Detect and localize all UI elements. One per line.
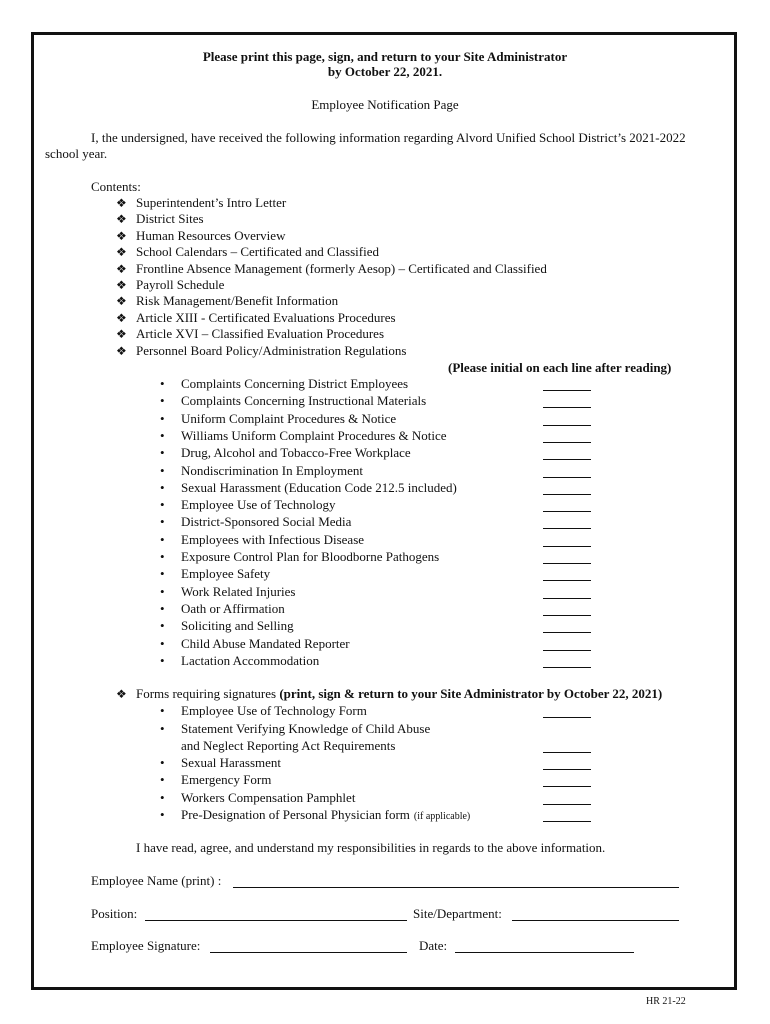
form-item-label: and Neglect Reporting Act Requirements [181,738,396,753]
employee-name-label: Employee Name (print) : [91,873,222,888]
bullet-icon: • [160,636,165,651]
contents-item: Personnel Board Policy/Administration Regulations [136,343,407,358]
form-item-label: Workers Compensation Pamphlet [181,790,356,805]
initial-field[interactable] [543,482,591,495]
initial-field[interactable] [543,378,591,391]
initial-field[interactable] [543,551,591,564]
date-label: Date: [419,938,448,953]
initial-field[interactable] [543,499,591,512]
policy-item: Complaints Concerning District Employees [181,376,409,391]
policy-item: Nondiscrimination In Employment [181,463,363,478]
bullet-icon: • [160,807,165,822]
diamond-bullet-icon: ❖ [116,687,127,701]
initial-note: (Please initial on each line after reading) [448,360,672,375]
diamond-bullet-icon: ❖ [116,245,127,259]
bullet-icon: • [160,393,165,408]
policy-item: Employee Safety [181,566,271,581]
acknowledgement-text: I have read, agree, and understand my responsibilities in regards to the above information. [136,840,606,855]
contents-item: School Calendars – Certificated and Classified [136,244,379,259]
policy-item: Sexual Harassment (Education Code 212.5 included) [181,480,457,495]
bullet-icon: • [160,445,165,460]
bullet-icon: • [160,480,165,495]
initial-field[interactable] [543,395,591,408]
form-item [181,790,355,805]
form-item-label: Emergency Form [181,772,272,787]
diamond-bullet-icon: ❖ [116,311,127,325]
intro-line-2: school year. [45,146,108,161]
bullet-icon: • [160,376,165,391]
position-label: Position: [91,906,138,921]
contents-item: Risk Management/Benefit Information [136,293,339,308]
bullet-icon: • [160,703,165,718]
policy-item: District-Sponsored Social Media [181,514,352,529]
contents-label: Contents: [91,179,141,194]
contents-item: Article XVI – Classified Evaluation Procedures [136,326,385,341]
applicable-note: (if applicable) [413,811,471,822]
policy-item: Soliciting and Selling [181,618,294,633]
contents-item: Payroll Schedule [136,277,225,292]
bullet-icon: • [160,601,165,616]
initial-field[interactable] [543,430,591,443]
initial-field[interactable] [543,809,591,822]
employee-signature-field[interactable] [210,938,407,953]
bullet-icon: • [160,428,165,443]
date-field[interactable] [455,938,634,953]
header-instruction: Please print this page, sign, and return to your Site Administrator [202,49,568,64]
diamond-bullet-icon: ❖ [116,278,127,292]
initial-field[interactable] [543,792,591,805]
initial-field[interactable] [543,655,591,668]
contents-item: Human Resources Overview [136,228,286,243]
diamond-bullet-icon: ❖ [116,344,127,358]
policy-item: Child Abuse Mandated Reporter [181,636,350,651]
form-item-label: Sexual Harassment [181,755,282,770]
diamond-bullet-icon: ❖ [116,327,127,341]
site-department-label: Site/Department: [413,906,502,921]
bullet-icon: • [160,411,165,426]
bullet-icon: • [160,653,165,668]
form-item-label: Pre-Designation of Personal Physician form [181,807,410,822]
initial-field[interactable] [543,447,591,460]
bullet-icon: • [160,497,165,512]
bullet-icon: • [160,566,165,581]
initial-field[interactable] [543,465,591,478]
initial-field[interactable] [543,603,591,616]
forms-heading [136,686,662,701]
form-item [181,807,470,824]
site-department-field[interactable] [512,906,679,921]
form-item [181,703,367,718]
bullet-icon: • [160,790,165,805]
bullet-icon: • [160,549,165,564]
page-title: Employee Notification Page [311,97,459,112]
bullet-icon: • [160,755,165,770]
bullet-icon: • [160,721,165,736]
initial-field[interactable] [543,774,591,787]
bullet-icon: • [160,532,165,547]
policy-item: Complaints Concerning Instructional Materials [181,393,427,408]
employee-name-field[interactable] [233,873,679,888]
policy-item: Employee Use of Technology [181,497,336,512]
form-item [181,755,281,770]
policy-item: Exposure Control Plan for Bloodborne Pathogens [181,549,440,564]
employee-signature-label: Employee Signature: [91,938,201,953]
diamond-bullet-icon: ❖ [116,212,127,226]
policy-item: Work Related Injuries [181,584,296,599]
form-item [181,772,271,787]
diamond-bullet-icon: ❖ [116,294,127,308]
contents-item: District Sites [136,211,204,226]
policy-item: Lactation Accommodation [181,653,320,668]
form-item-label: Employee Use of Technology Form [181,703,367,718]
bullet-icon: • [160,618,165,633]
initial-field[interactable] [543,740,591,753]
form-code: HR 21-22 [646,996,686,1007]
forms-label: Forms requiring signatures [136,686,277,701]
contents-item: Frontline Absence Management (formerly Aesop) – Certificated and Classified [136,261,547,276]
initial-field[interactable] [543,413,591,426]
intro-line-1: I, the undersigned, have received the following information regarding Alvord Unified School District’s 2021-2022 [91,130,686,145]
diamond-bullet-icon: ❖ [116,229,127,243]
policy-item: Uniform Complaint Procedures & Notice [181,411,397,426]
policy-item: Oath or Affirmation [181,601,285,616]
initial-field[interactable] [543,705,591,718]
forms-label-bold: (print, sign & return to your Site Administrator by October 22, 2021) [279,686,663,701]
initial-field[interactable] [543,534,591,547]
initial-field[interactable] [543,568,591,581]
policy-item: Employees with Infectious Disease [181,532,365,547]
policy-item: Drug, Alcohol and Tobacco-Free Workplace [181,445,411,460]
bullet-icon: • [160,514,165,529]
initial-field[interactable] [543,586,591,599]
bullet-icon: • [160,463,165,478]
diamond-bullet-icon: ❖ [116,196,127,210]
form-item [181,738,395,753]
position-field[interactable] [145,906,407,921]
diamond-bullet-icon: ❖ [116,262,127,276]
form-item-label: Statement Verifying Knowledge of Child Abuse [181,721,431,736]
contents-item: Superintendent’s Intro Letter [136,195,287,210]
bullet-icon: • [160,584,165,599]
form-item [181,721,430,736]
policy-item: Williams Uniform Complaint Procedures & Notice [181,428,447,443]
header-deadline: by October 22, 2021. [327,64,443,79]
contents-item: Article XIII - Certificated Evaluations Procedures [136,310,396,325]
initial-field[interactable] [543,638,591,651]
initial-field[interactable] [543,620,591,633]
bullet-icon: • [160,772,165,787]
initial-field[interactable] [543,757,591,770]
initial-field[interactable] [543,516,591,529]
